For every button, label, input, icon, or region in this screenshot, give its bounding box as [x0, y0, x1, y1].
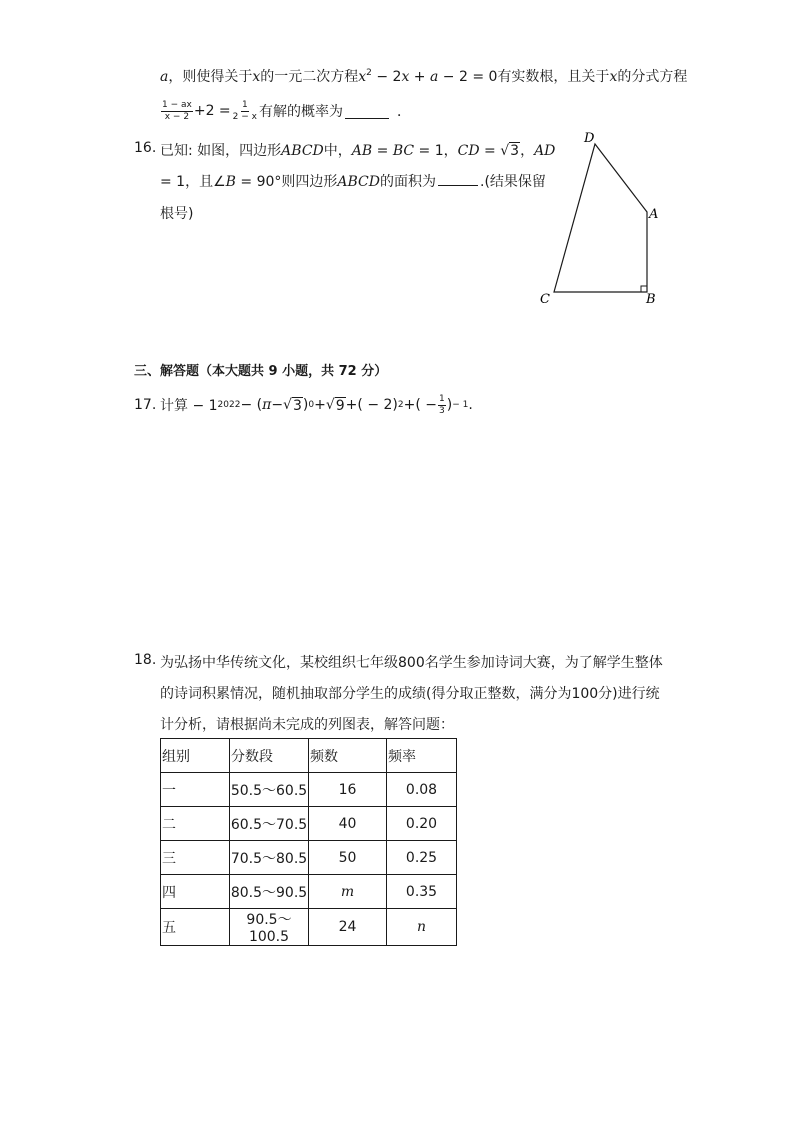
q18-line1: 为弘扬中华传统文化，某校组织七年级800名学生参加诗词大赛，为了解学生整体	[160, 655, 663, 671]
cell-frequency: 16	[309, 773, 387, 807]
cell-group: 五	[161, 909, 230, 946]
label-c: C	[540, 292, 550, 307]
cell-frequency: 50	[309, 841, 387, 875]
cell-range: 60.5～70.5	[230, 807, 309, 841]
cell-rate: 0.08	[387, 773, 457, 807]
q15-line2: $\frac{1 - ax}{x - 2}$ +2 = $\frac{1}{2 - x}$ 有解的概率为 ．	[162, 99, 411, 122]
cell-frequency: 24	[309, 909, 387, 946]
cell-frequency: m	[309, 875, 387, 909]
q16-line1: 已知: 如图，四边形ABCD中，AB = BC = 1，CD = √3，AD	[160, 143, 556, 159]
q17-expression: 计算 − 1 2022 − ( π − √ 3 ) 0 + √ 9 +( − 2) 2 +( − $\frac{1}{3}$ ) − 1 .	[160, 393, 473, 416]
cell-group: 四	[161, 875, 230, 909]
frequency-table	[160, 738, 457, 946]
cell-range: 50.5～60.5	[230, 773, 309, 807]
header-rate: 频率	[387, 739, 457, 773]
cell-rate: 0.25	[387, 841, 457, 875]
q16-line2: = 1，且∠B = 90°则四边形ABCD的面积为 .(结果保留	[160, 174, 546, 190]
cell-range: 70.5～80.5	[230, 841, 309, 875]
label-b: B	[646, 292, 656, 307]
cell-frequency: 40	[309, 807, 387, 841]
q18-line2: 的诗词积累情况，随机抽取部分学生的成绩(得分取正整数，满分为100分)进行统	[160, 686, 660, 702]
cell-group: 二	[161, 807, 230, 841]
fraction-third: $\frac{1}{3}$	[438, 393, 445, 416]
q18-line3: 计分析，请根据尚未完成的列图表，解答问题：	[160, 717, 454, 733]
q17-number: 17.	[134, 397, 157, 413]
fraction-1: $\frac{1 - ax}{x - 2}$	[162, 99, 192, 122]
label-a: A	[649, 207, 659, 222]
answer-blank	[438, 184, 478, 186]
cell-rate: 0.20	[387, 807, 457, 841]
section-heading: 三、解答题（本大题共 9 小题，共 72 分）	[134, 364, 388, 379]
fraction-2: $\frac{1}{2 - x}$	[232, 99, 257, 122]
cell-range: 90.5～100.5	[230, 909, 309, 946]
table-row	[161, 807, 457, 841]
cell-group: 三	[161, 841, 230, 875]
table-row	[161, 841, 457, 875]
quadrilateral-figure	[530, 125, 670, 310]
label-d: D	[584, 131, 595, 146]
table-row	[161, 773, 457, 807]
q16-line3: 根号)	[160, 206, 194, 222]
cell-rate: n	[387, 909, 457, 946]
cell-group: 一	[161, 773, 230, 807]
answer-blank	[345, 117, 389, 119]
header-score-range: 分数段	[230, 739, 309, 773]
table-header-row	[161, 739, 457, 773]
q16-number: 16.	[134, 140, 157, 156]
q15-line1: a，则使得关于x的一元二次方程$x^2 - 2x + a - 2 = 0$有实数根，且关于x的分式方程	[160, 68, 688, 85]
cell-rate: 0.35	[387, 875, 457, 909]
cell-range: 80.5～90.5	[230, 875, 309, 909]
table-row	[161, 875, 457, 909]
header-group: 组别	[161, 739, 230, 773]
table-row	[161, 909, 457, 946]
q18-number: 18.	[134, 652, 157, 668]
header-frequency: 频数	[309, 739, 387, 773]
quadrilateral-abcd	[554, 144, 647, 292]
